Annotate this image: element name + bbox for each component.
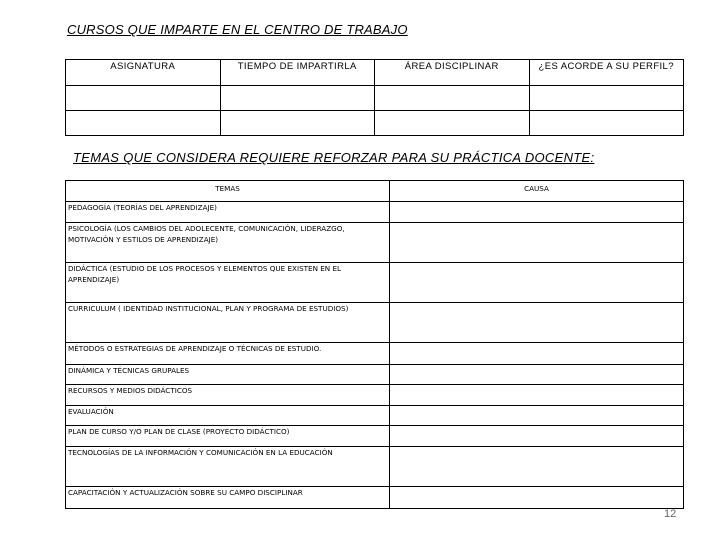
topic-label: EVALUACIÓN	[66, 406, 390, 426]
cause-cell[interactable]	[390, 343, 684, 365]
header-cell-area: ÁREA DISCIPLINAR	[375, 60, 530, 86]
table-row	[66, 447, 684, 487]
topic-label: DINÁMICA Y TÉCNICAS GRUPALES	[66, 365, 390, 385]
cause-cell[interactable]	[390, 385, 684, 406]
table-row	[66, 223, 684, 263]
table-row	[66, 111, 684, 136]
header-cell-subject: ASIGNATURA	[66, 60, 221, 86]
blank-cell[interactable]	[375, 111, 530, 136]
cause-cell[interactable]	[390, 223, 684, 263]
cause-cell[interactable]	[390, 263, 684, 303]
header-cell-causa: CAUSA	[390, 181, 684, 202]
table-row	[66, 86, 684, 111]
blank-cell[interactable]	[529, 111, 684, 136]
table-row	[66, 303, 684, 343]
topic-label: PEDAGOGÍA (TEORÍAS DEL APRENDIZAJE)	[66, 202, 390, 223]
header-cell-profile: ¿ES ACORDE A SU PERFIL?	[529, 60, 684, 86]
blank-cell[interactable]	[66, 111, 221, 136]
table-row	[66, 263, 684, 303]
blank-cell[interactable]	[220, 86, 375, 111]
courses-table	[65, 59, 684, 136]
table-row	[66, 426, 684, 447]
blank-cell[interactable]	[375, 86, 530, 111]
cause-cell[interactable]	[390, 426, 684, 447]
section-title-topics: TEMAS QUE CONSIDERA REQUIERE REFORZAR PARA SU PRÁCTICA DOCENTE:	[73, 150, 595, 165]
topic-label: RECURSOS Y MEDIOS DIDÁCTICOS	[66, 385, 390, 406]
table-row	[66, 487, 684, 509]
topic-label: CURRICULUM ( IDENTIDAD INSTITUCIONAL, PLAN Y PROGRAMA DE ESTUDIOS)	[66, 303, 390, 343]
topic-label: DIDÁCTICA (ESTUDIO DE LOS PROCESOS Y ELEMENTOS QUE EXISTEN EN EL APRENDIZAJE)	[66, 263, 390, 303]
cause-cell[interactable]	[390, 406, 684, 426]
blank-cell[interactable]	[220, 111, 375, 136]
topic-label: PSICOLOGÍA (LOS CAMBIOS DEL ADOLECENTE, COMUNICACIÓN, LIDERAZGO, MOTIVACIÓN Y ESTILOS DE APRENDIZAJE)	[66, 223, 390, 263]
topics-table	[65, 180, 684, 509]
table-header-row	[66, 181, 684, 202]
cause-cell[interactable]	[390, 487, 684, 509]
topic-label: MÉTODOS O ESTRATEGIAS DE APRENDIZAJE O TÉCNICAS DE ESTUDIO.	[66, 343, 390, 365]
section-title-courses: CURSOS QUE IMPARTE EN EL CENTRO DE TRABAJO	[67, 22, 408, 37]
header-cell-time: TIEMPO DE IMPARTIRLA	[220, 60, 375, 86]
table-row	[66, 406, 684, 426]
header-cell-temas: TEMAS	[66, 181, 390, 202]
table-row	[66, 365, 684, 385]
page-number: 12	[664, 508, 677, 520]
cause-cell[interactable]	[390, 303, 684, 343]
blank-cell[interactable]	[529, 86, 684, 111]
table-row	[66, 343, 684, 365]
table-row	[66, 385, 684, 406]
topic-label: CAPACITACIÓN Y ACTUALIZACIÓN SOBRE SU CAMPO DISCIPLINAR	[66, 487, 390, 509]
table-header-row	[66, 60, 684, 86]
table-row	[66, 202, 684, 223]
blank-cell[interactable]	[66, 86, 221, 111]
cause-cell[interactable]	[390, 365, 684, 385]
topic-label: PLAN DE CURSO Y/O PLAN DE CLASE (PROYECTO DIDÁCTICO)	[66, 426, 390, 447]
cause-cell[interactable]	[390, 447, 684, 487]
topic-label: TECNOLOGÍAS DE LA INFORMACIÓN Y COMUNICACIÓN EN LA EDUCACIÓN	[66, 447, 390, 487]
cause-cell[interactable]	[390, 202, 684, 223]
